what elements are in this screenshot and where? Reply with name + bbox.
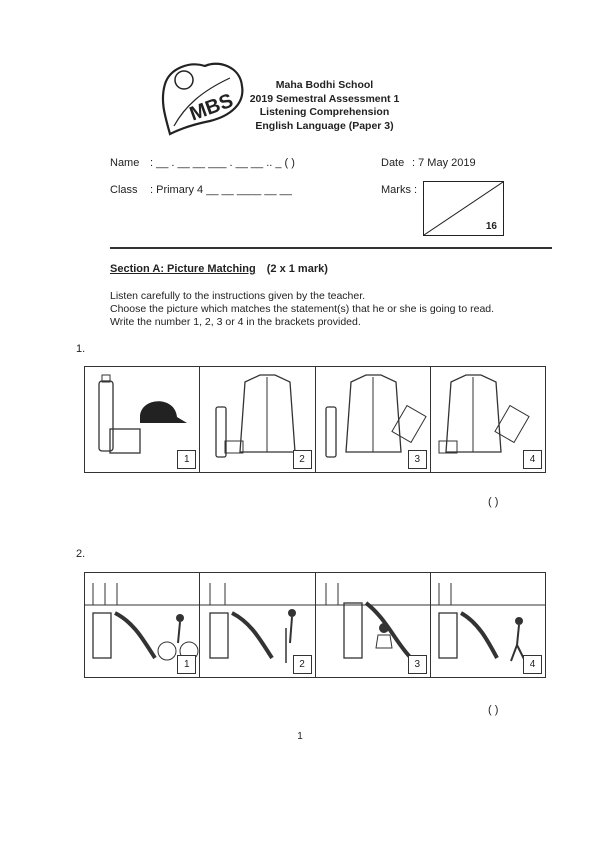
name-field: : __ . __ __ ___ . __ __ .. _ ( ) xyxy=(150,157,295,169)
date-value: : 7 May 2019 xyxy=(412,157,476,169)
picture-panel xyxy=(85,573,200,677)
panel-number: 2 xyxy=(293,655,312,674)
date-label: Date xyxy=(381,157,405,169)
section-title: Section A: Picture Matching xyxy=(110,263,256,275)
picture-panel xyxy=(85,367,200,472)
section-marks: (2 x 1 mark) xyxy=(266,263,328,275)
picture-panel xyxy=(316,367,431,472)
class-field: : Primary 4 __ __ ____ __ __ xyxy=(150,184,292,196)
panel-number: 4 xyxy=(523,450,542,469)
marks-box xyxy=(423,181,504,236)
subject-title: English Language (Paper 3) xyxy=(255,120,394,132)
marks-total: 16 xyxy=(485,221,497,232)
instruction-line: Write the number 1, 2, 3 or 4 in the brackets provided. xyxy=(110,316,361,328)
paper-type: Listening Comprehension xyxy=(259,106,390,118)
picture-panel xyxy=(316,573,431,677)
picture-panel xyxy=(431,367,545,472)
assessment-title: 2019 Semestral Assessment 1 xyxy=(249,93,400,105)
panel-number: 1 xyxy=(177,450,196,469)
instruction-line: Listen carefully to the instructions given by the teacher. xyxy=(110,290,366,302)
answer-bracket[interactable]: ( ) xyxy=(488,496,499,508)
picture-panel xyxy=(431,573,545,677)
panel-number: 4 xyxy=(523,655,542,674)
picture-strip-q2 xyxy=(84,572,546,678)
instruction-line: Choose the picture which matches the statement(s) that he or she is going to read. xyxy=(110,303,495,315)
panel-number: 1 xyxy=(177,655,196,674)
divider xyxy=(110,247,552,249)
name-label: Name xyxy=(110,157,140,169)
school-name: Maha Bodhi School xyxy=(275,79,374,91)
panel-number: 3 xyxy=(408,450,427,469)
answer-bracket[interactable]: ( ) xyxy=(488,704,499,716)
class-label: Class xyxy=(110,184,138,196)
section-heading xyxy=(110,263,328,275)
page-number: 1 xyxy=(297,731,303,742)
instructions xyxy=(110,290,540,329)
question-number: 1. xyxy=(76,343,86,355)
panel-number: 2 xyxy=(293,450,312,469)
logo-lettering: MBS xyxy=(186,89,237,126)
marks-label: Marks : xyxy=(381,184,418,196)
picture-panel xyxy=(200,573,315,677)
panel-number: 3 xyxy=(408,655,427,674)
picture-strip-q1 xyxy=(84,366,546,473)
question-number: 2. xyxy=(76,548,86,560)
picture-panel xyxy=(200,367,315,472)
